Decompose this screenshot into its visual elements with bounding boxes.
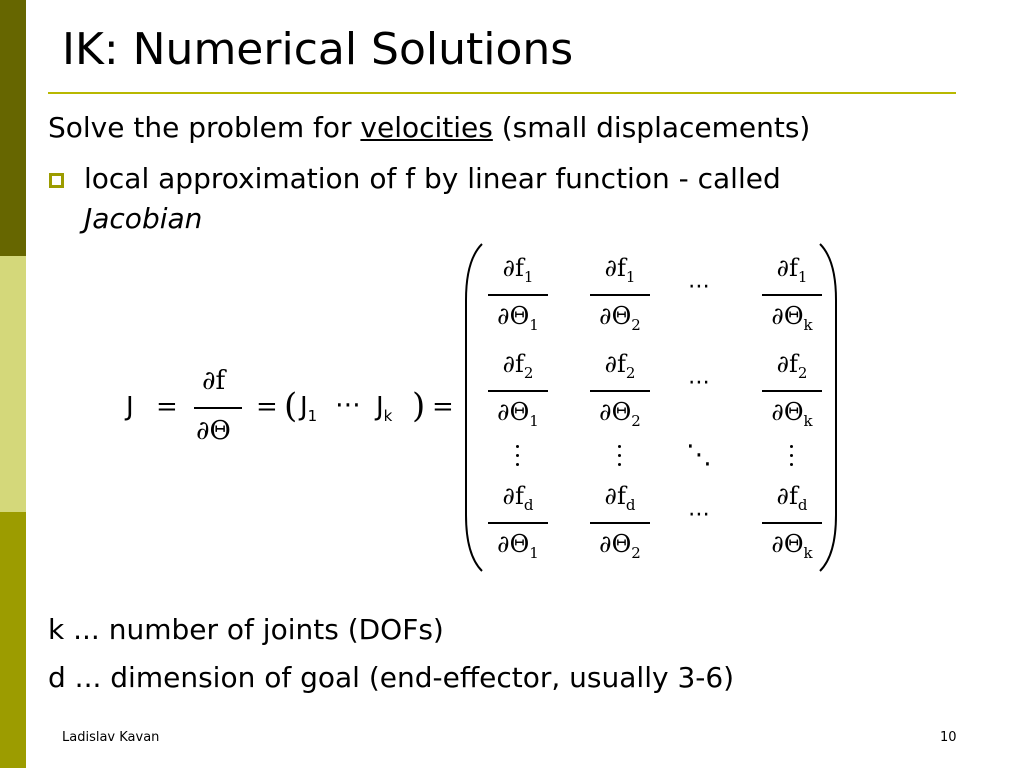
eq-equals-1: = (156, 392, 178, 422)
eq-equals-2: = (256, 392, 278, 422)
matrix-ddots: ⋱ (686, 440, 712, 470)
num-sub: 1 (797, 267, 808, 286)
den-text: ∂Θ (771, 530, 804, 558)
den-sub: k (803, 315, 813, 334)
matrix-vdots-ck (790, 445, 794, 472)
den-text: ∂Θ (599, 398, 632, 426)
bullet-square-icon (49, 173, 64, 188)
cell-numerator (580, 248, 660, 288)
matrix-hdots-rd: ⋯ (688, 502, 710, 527)
matrix-cell-r2c1 (478, 344, 558, 444)
num-sub: 2 (523, 363, 534, 382)
num-text: ∂f (502, 254, 524, 282)
sidebar-decoration (0, 0, 26, 768)
intro-line (48, 108, 810, 148)
num-sub: 1 (523, 267, 534, 286)
num-text: ∂f (502, 350, 524, 378)
cell-denominator (580, 392, 660, 432)
matrix-cell-r2c2 (580, 344, 660, 444)
definition-k: k ... number of joints (DOFs) (48, 613, 444, 646)
den-text: ∂Θ (599, 302, 632, 330)
num-text: ∂f (604, 254, 626, 282)
num-sub: 2 (625, 363, 636, 382)
eq-frac-denominator: ∂Θ (196, 416, 231, 446)
matrix-cell-r2ck (752, 344, 832, 444)
matrix-cell-rdc1 (478, 476, 558, 576)
cell-denominator (752, 524, 832, 564)
cell-numerator (478, 344, 558, 384)
matrix-vdots-c1 (516, 445, 520, 472)
num-text: ∂f (776, 254, 798, 282)
eq-frac-bar (194, 407, 242, 409)
num-text: ∂f (776, 482, 798, 510)
den-sub: 2 (631, 543, 641, 562)
footer-page-number: 10 (940, 730, 957, 745)
cell-denominator (752, 296, 832, 336)
cell-denominator (478, 524, 558, 564)
eq-jk-sub: k (383, 407, 393, 426)
sidebar-block-dark (0, 0, 26, 256)
num-sub: 2 (797, 363, 808, 382)
cell-numerator (752, 248, 832, 288)
bullet-text-italic: Jacobian (84, 202, 203, 235)
den-sub: 1 (529, 543, 539, 562)
den-sub: 2 (631, 411, 641, 430)
num-sub: 1 (625, 267, 636, 286)
matrix-cell-r1c2 (580, 248, 660, 348)
den-text: ∂Θ (497, 398, 530, 426)
eq-equals-3: = (432, 392, 454, 422)
num-text: ∂f (776, 350, 798, 378)
intro-post: (small displacements) (492, 111, 811, 144)
den-text: ∂Θ (771, 398, 804, 426)
den-sub: 1 (529, 315, 539, 334)
cell-numerator (478, 476, 558, 516)
matrix-cell-rdc2 (580, 476, 660, 576)
cell-denominator (478, 296, 558, 336)
cell-denominator (580, 524, 660, 564)
eq-frac-numerator: ∂f (202, 366, 226, 396)
num-text: ∂f (604, 350, 626, 378)
den-sub: 1 (529, 411, 539, 430)
matrix-vdots-c2 (618, 445, 622, 472)
definition-d: d ... dimension of goal (end-effector, usually 3-6) (48, 661, 735, 694)
den-sub: 2 (631, 315, 641, 334)
equation-lhs (120, 360, 470, 460)
eq-paren-open: ( (284, 386, 298, 426)
eq-j1-letter: J (300, 392, 308, 422)
eq-paren-close: ) (412, 386, 426, 426)
title-underline (48, 92, 956, 94)
matrix-cell-r1c1 (478, 248, 558, 348)
num-text: ∂f (502, 482, 524, 510)
cell-denominator (580, 296, 660, 336)
den-text: ∂Θ (771, 302, 804, 330)
cell-numerator (752, 476, 832, 516)
intro-underlined: velocities (360, 111, 493, 144)
bullet-text: local approximation of f by linear function - called (84, 162, 781, 195)
eq-jk-letter: J (376, 392, 384, 422)
matrix-hdots-r1: ⋯ (688, 274, 710, 299)
intro-pre: Solve the problem for (48, 111, 361, 144)
den-text: ∂Θ (497, 530, 530, 558)
cell-numerator (580, 476, 660, 516)
jacobian-matrix (462, 240, 842, 575)
sidebar-block-mid (0, 512, 26, 768)
sidebar-block-light (0, 256, 26, 512)
matrix-cell-r1ck (752, 248, 832, 348)
cell-denominator (752, 392, 832, 432)
num-text: ∂f (604, 482, 626, 510)
cell-denominator (478, 392, 558, 432)
cell-numerator (478, 248, 558, 288)
eq-ellipsis: ⋯ (335, 390, 361, 420)
cell-numerator (580, 344, 660, 384)
den-text: ∂Θ (497, 302, 530, 330)
num-sub: d (523, 495, 534, 514)
den-text: ∂Θ (599, 530, 632, 558)
eq-j1-sub: 1 (307, 407, 318, 426)
num-sub: d (625, 495, 636, 514)
eq-j-symbol: J (126, 392, 134, 422)
matrix-hdots-r2: ⋯ (688, 370, 710, 395)
slide-title: IK: Numerical Solutions (62, 24, 574, 75)
eq-j1 (300, 392, 317, 425)
cell-numerator (752, 344, 832, 384)
den-sub: k (803, 411, 813, 430)
footer-author: Ladislav Kavan (62, 730, 160, 745)
den-sub: k (803, 543, 813, 562)
eq-jk (376, 392, 392, 425)
num-sub: d (797, 495, 808, 514)
matrix-cell-rdck (752, 476, 832, 576)
